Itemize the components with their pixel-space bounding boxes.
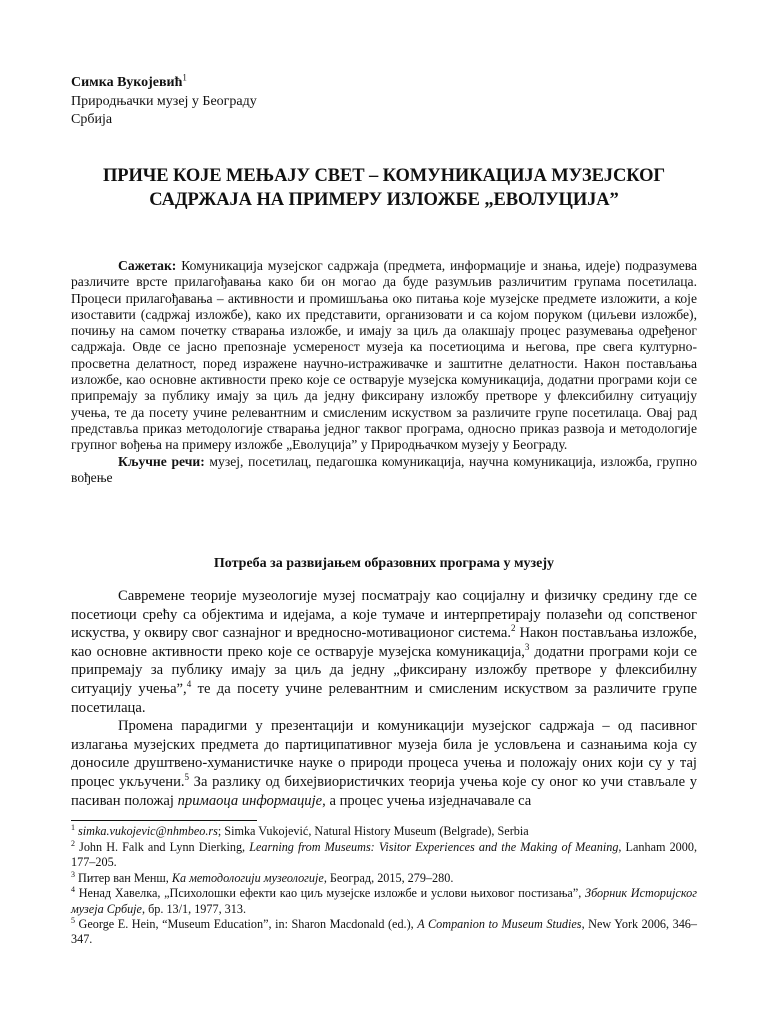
footnote-ref-1[interactable]: 1 [182,72,187,83]
footnote-number: 4 [71,885,75,895]
footnotes-block [71,824,697,948]
footnote-1 [71,824,697,839]
footnote-text: John H. Falk and Lynn Dierking, [75,839,250,854]
footnote-email[interactable]: simka.vukojevic@nhmbeo.rs [78,824,218,838]
footnote-text: Ненад Хавелка, „Психолошки ефекти као циљ музејске изложбе и услови њиховог постизања”, [75,886,586,901]
footnote-2 [71,840,697,870]
body-paragraph-2 [71,717,697,810]
footnote-divider [71,820,257,821]
body-paragraph-1 [71,587,697,717]
author-country: Србија [71,112,113,127]
footnote-5 [71,917,697,947]
body-text-run: Након постављања изложбе, као основне активности преко које се остварује музејска комуникација, [71,625,697,660]
author-name-line [71,74,257,93]
author-institution: Природњачки музеј у Београду [71,93,257,109]
paper-title: ПРИЧЕ КОЈЕ МЕЊАЈУ СВЕТ – КОМУНИКАЦИЈА МУЗЕЈСКОГ САДРЖАЈА НА ПРИМЕРУ ИЗЛОЖБЕ „ЕВОЛУЦИЈА” [102,166,666,210]
emphasis-text: примаоца информације [177,792,323,809]
footnote-title: Ка методологији музеологије [171,870,324,885]
body-text [71,587,697,810]
keywords-label: Кључне речи: [118,453,205,469]
author-name: Симка Вукојевић [71,75,183,90]
footnote-title: Зборник Историјског музеја Србије [71,886,697,916]
footnote-3 [71,871,697,886]
footnote-text: , Београд, 2015, 279–280. [323,870,454,885]
author-block [71,74,257,130]
footnote-ref-5[interactable]: 5 [184,772,190,783]
body-text-run: Савремене теорије музеологије музеј посматрају као социјалну и физичку средину где се посетиоци срећу са објектима и идејама, а које тумаче и интерпретирају полазећи од сопственог искуства, у оквиру свог сазнајног и вредносно-мотивационог система. [71,588,697,642]
body-text-run: Промена парадигми у презентацији и комуникацији музејског садржаја – од пасивног излагања музејских предмета до партиципативног музеја била је условљена и сазнањима која су доносиле друштвено-хуманистичке науке о природи процеса учења и положају оних који су у тај процес укључени. [71,718,697,790]
footnote-number: 3 [71,869,75,879]
footnote-4 [71,886,697,916]
footnote-text: , бр. 13/1, 1977, 313. [141,901,247,916]
footnote-title: Learning from Museums: Visitor Experiences and the Making of Meaning [249,839,619,854]
body-text-run: додатни програми који се припремају за публику имају за циљ да једну „фиксирану изложбу претворе у флексибилну ситуацију учења”, [71,643,697,697]
abstract-paragraph [71,258,697,454]
keywords-paragraph [71,454,697,487]
footnote-text: , Lanham 2000, 177–205. [71,839,698,869]
footnote-title: A Companion to Museum Studies [417,917,582,932]
footnote-ref-2[interactable]: 2 [511,623,516,634]
footnote-text: ; Simka Vukojević, Natural History Museum (Belgrade), Serbia [217,824,529,838]
section-heading: Потреба за развијањем образовних програма у музеју [213,556,555,571]
footnote-number: 1 [71,822,75,832]
abstract-text: Комуникација музејског садржаја (предмета, информације и знања, идеје) подразумева различите врсте прилагођавања како би он могао да буде разумљив различитим групама посетилаца. Процеси прилагођавања – активности и промишљања око питања које музејске предмете изложити, а које изоставити (садржај изложбе), како их представити, организовати и са којом поруком (циљеви изложбе), почињу на самом почетку стварања изложбе, и имају за циљ да олакшају процес разумевања одређеног садржаја. Овде се јасно препознаје усмереност музеја ка посетиоцима и његова, пре свега културно-просветна делатност, поред изражене научно-истраживачке и заштитне делатности. Након постављања изложбе, као основне активности преко које се остварује музејска комуникација, додатни програми који се припремају за публику имају за циљ да једну фиксирану изложбу претворе у флексибилну ситуацију учења, те да посету учине релевантним и смисленим искуством за различите групе посетилаца. Овај рад представља приказ методологије стварања једног таквог програма, односно приказ развоја и методологије групног вођења на примеру изложбе „Еволуција” у Природњачком музеју у Београду. [71,258,697,453]
footnote-text: Питер ван Менш, [75,870,172,885]
body-text-run: За разлику од бихејвиористичких теорија учења које су оног ко учи стављале у пасиван положај [71,773,697,809]
footnote-ref-3[interactable]: 3 [524,641,530,652]
footnote-ref-4[interactable]: 4 [186,679,192,690]
footnote-number: 5 [71,916,75,926]
abstract-label: Сажетак: [118,258,177,273]
body-text-run: , а процес учења изједначавале са [322,792,532,809]
footnote-text: George E. Hein, “Museum Education”, in: Sharon Macdonald (ed.), [75,917,418,932]
footnote-text: , New York 2006, 346–347. [71,917,697,947]
footnote-number: 2 [71,838,75,848]
abstract-block [71,258,697,486]
body-text-run: те да посету учине релевантним и смисленим искуством за различите групе посетилаца. [71,680,698,716]
keywords-text: музеј, посетилац, педагошка комуникација, научна комуникација, изложба, групно вођење [71,453,697,485]
